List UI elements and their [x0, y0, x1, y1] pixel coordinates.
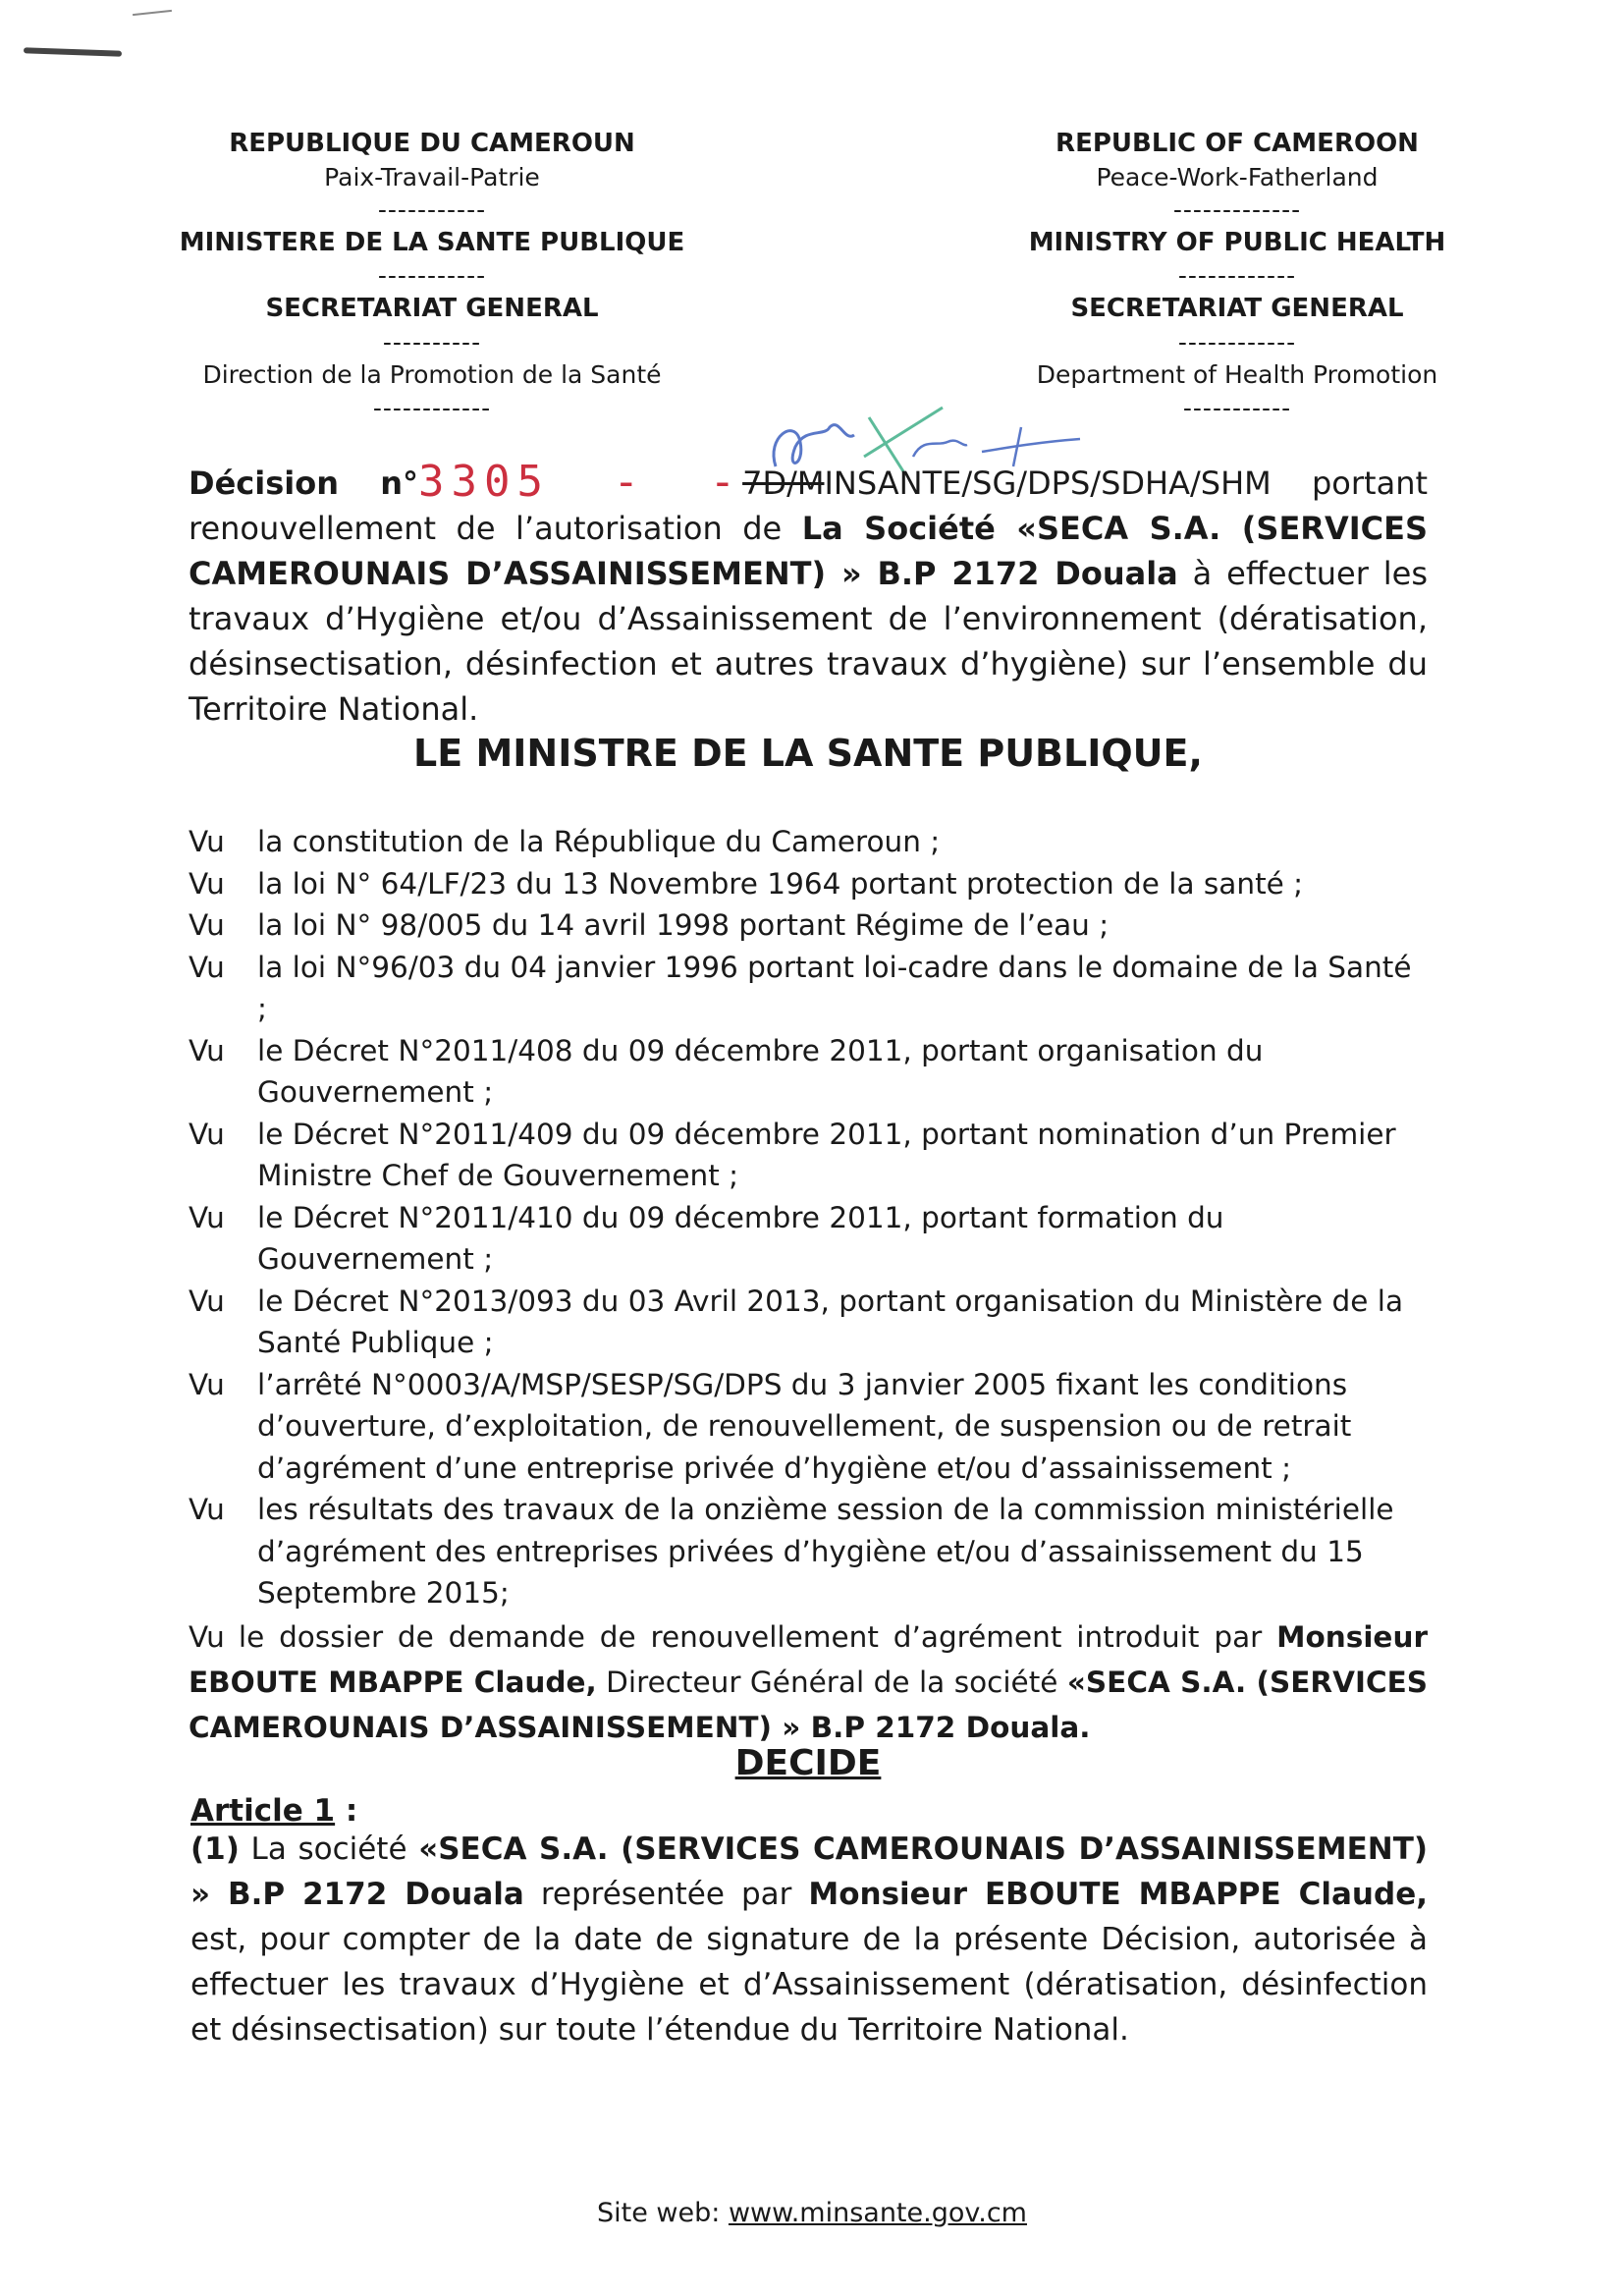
article-person: Monsieur EBOUTE MBAPPE Claude, — [808, 1877, 1428, 1912]
header-separator: ----------- — [1182, 393, 1292, 422]
header-separator: ------------ — [1177, 261, 1297, 291]
decide-heading: DECIDE — [734, 1743, 882, 1783]
consideration-item — [189, 863, 1428, 905]
decision-reference: INSANTE/SG/DPS/SDHA/SHM — [824, 465, 1272, 502]
consideration-item — [189, 1364, 1428, 1490]
applicant-name: Monsieur EBOUTE MBAPPE Claude, — [189, 1619, 1428, 1699]
applicant-company: «SECA S.A. (SERVICES CAMEROUNAIS D’ASSAINISSEMENT) » B.P 2172 Douala. — [189, 1665, 1428, 1744]
decision-title — [189, 457, 1429, 732]
decision-text: à effectuer les travaux d’Hygiène et/ou d’Assainissement de l’environnement (dératisation, désinsectisation, désinfection et autres travaux d’hygiène) sur l’ensemble du Territoire National. — [189, 555, 1429, 728]
article-1-paragraph — [190, 1827, 1428, 2052]
header-separator: ------------ — [1177, 327, 1297, 356]
footer-label: Site web: — [597, 2198, 729, 2228]
website-link[interactable]: www.minsante.gov.cm — [728, 2198, 1027, 2228]
vu-keyword: Vu — [189, 1367, 225, 1401]
header-ministry: MINISTERE DE LA SANTE PUBLIQUE — [179, 227, 685, 257]
vu-keyword: Vu — [189, 1493, 225, 1526]
consideration-text: la loi N° 98/005 du 14 avril 1998 portant Régime de l’eau ; — [257, 908, 1110, 942]
article-text: La société — [239, 1831, 419, 1867]
article-company: «SECA S.A. (SERVICES CAMEROUNAIS D’ASSAINISSEMENT) » B.P 2172 Douala — [190, 1831, 1429, 1912]
vu-keyword: Vu — [189, 1200, 225, 1234]
decision-struck-text: 7D/M — [742, 465, 825, 502]
scan-mark — [24, 47, 122, 56]
article-text: représentée par — [523, 1877, 809, 1912]
vu-keyword: Vu — [189, 1117, 225, 1151]
consideration-text: la loi N°96/03 du 04 janvier 1996 portant loi-cadre dans le domaine de la Santé ; — [257, 950, 1412, 1025]
vu-keyword: Vu — [189, 825, 225, 858]
article-1-heading — [190, 1793, 357, 1829]
consideration-item — [189, 821, 1428, 863]
header-separator: ---------- — [382, 327, 482, 356]
header-separator: ------------- — [1172, 195, 1302, 225]
consideration-text: le Décret N°2011/408 du 09 décembre 2011, portant organisation du Gouvernement ; — [257, 1033, 1264, 1109]
header-separator: ------------ — [372, 393, 492, 422]
consideration-text: le Décret N°2011/409 du 09 décembre 2011, portant nomination d’un Premier Ministre Chef de Gouvernement ; — [257, 1117, 1396, 1192]
header-motto: Peace-Work-Fatherland — [1096, 162, 1379, 191]
consideration-text: l’arrêté N°0003/A/MSP/SESP/SG/DPS du 3 janvier 2005 fixant les conditions d’ouverture, d’exploitation, de renouvellement, de suspension ou de retrait d’agrément d’une entreprise privée d’hygiène et/ou d’assainissement ; — [257, 1367, 1352, 1485]
vu-keyword: Vu — [189, 866, 225, 901]
consideration-item — [189, 1030, 1428, 1114]
consideration-text: la loi N° 64/LF/23 du 13 Novembre 1964 portant protection de la santé ; — [257, 866, 1304, 901]
vu-keyword: Vu — [189, 1619, 225, 1654]
consideration-item — [189, 947, 1428, 1030]
consideration-item — [189, 1614, 1428, 1750]
header-direction: Direction de la Promotion de la Santé — [202, 360, 662, 390]
consideration-text: le dossier de demande de renouvellement d’agrément introduit par — [238, 1619, 1277, 1654]
header-separator: ----------- — [377, 195, 487, 225]
article-label: Article 1 — [190, 1793, 336, 1829]
header-english — [982, 128, 1492, 424]
footer — [0, 2198, 1624, 2228]
consideration-item — [189, 1281, 1428, 1364]
paragraph-number: (1) — [190, 1831, 240, 1867]
minister-heading: LE MINISTRE DE LA SANTE PUBLIQUE, — [413, 732, 1203, 775]
header-country: REPUBLIC OF CAMEROON — [1056, 129, 1419, 158]
header-secretariat: SECRETARIAT GENERAL — [265, 293, 599, 323]
vu-keyword: Vu — [189, 950, 225, 984]
decision-label: Décision n° — [189, 465, 418, 502]
decision-company: La Société «SECA S.A. (SERVICES CAMEROUNAIS D’ASSAINISSEMENT) » B.P 2172 Douala — [189, 510, 1429, 592]
consideration-text: les résultats des travaux de la onzième session de la commission ministérielle d’agrément des entreprises privées d’hygiène et/ou d’assainissement du 15 Septembre 2015; — [257, 1493, 1394, 1610]
consideration-text: le Décret N°2011/410 du 09 décembre 2011, portant formation du Gouvernement ; — [257, 1200, 1224, 1276]
header-ministry: MINISTRY OF PUBLIC HEALTH — [1028, 227, 1446, 257]
vu-keyword: Vu — [189, 1033, 225, 1067]
consideration-text: la constitution de la République du Cameroun ; — [257, 825, 941, 858]
considerations-list — [189, 821, 1428, 1750]
decision-text: portant renouvellement de l’autorisation de — [189, 465, 1429, 547]
scan-mark — [133, 10, 172, 16]
article-text: est, pour compter de la date de signature de la présente Décision, autorisée à effectuer les travaux d’Hygiène et d’Assainissement (dératisation, désinfection et désinsectisation) sur toute l’étendue du Territoire National. — [190, 1922, 1428, 2048]
header-separator: ----------- — [377, 261, 487, 291]
article-colon: : — [335, 1793, 358, 1829]
consideration-item — [189, 1489, 1428, 1614]
header-motto: Paix-Travail-Patrie — [324, 162, 540, 191]
consideration-item — [189, 1197, 1428, 1281]
vu-keyword: Vu — [189, 908, 225, 942]
header-direction: Department of Health Promotion — [1036, 360, 1438, 390]
header-french — [167, 128, 697, 424]
decision-number: 3305 - - — [418, 457, 743, 507]
header-country: REPUBLIQUE DU CAMEROUN — [229, 129, 635, 158]
header-secretariat: SECRETARIAT GENERAL — [1070, 293, 1404, 323]
consideration-item — [189, 1114, 1428, 1197]
consideration-item — [189, 904, 1428, 947]
consideration-text: le Décret N°2013/093 du 03 Avril 2013, portant organisation du Ministère de la Santé Publique ; — [257, 1284, 1404, 1359]
consideration-text: Directeur Général de la société — [596, 1665, 1067, 1699]
vu-keyword: Vu — [189, 1284, 225, 1318]
